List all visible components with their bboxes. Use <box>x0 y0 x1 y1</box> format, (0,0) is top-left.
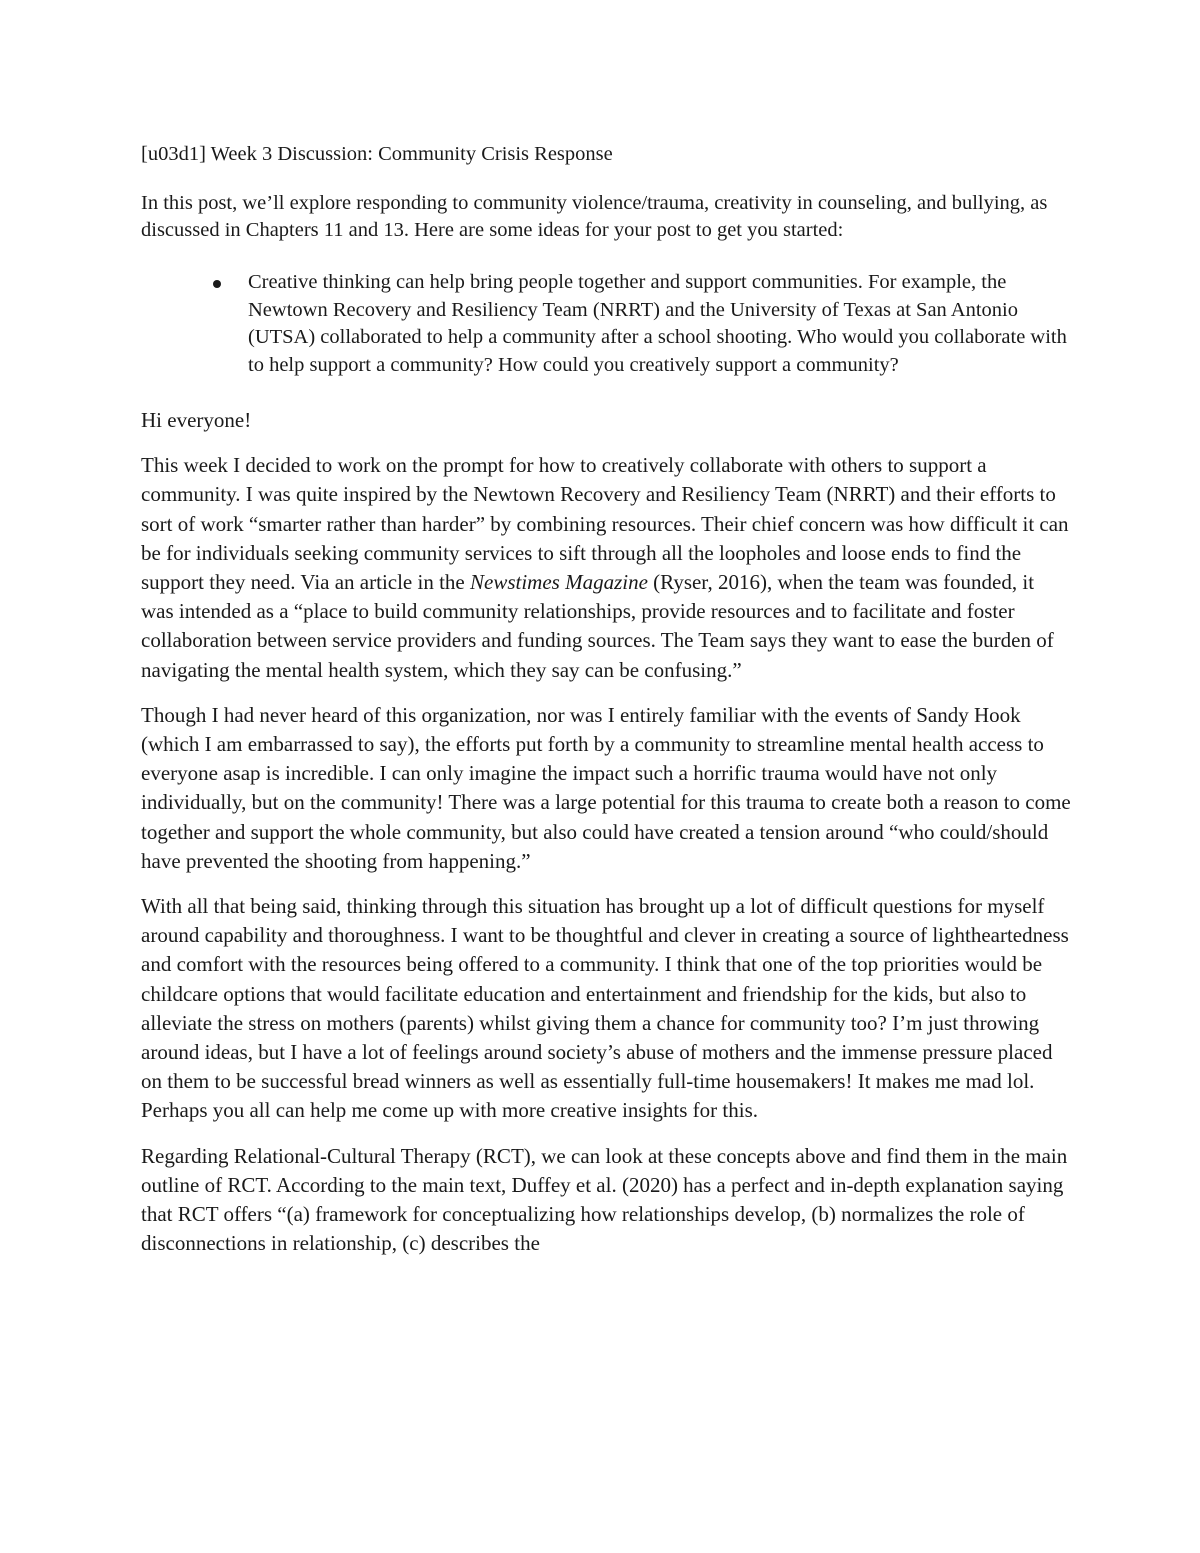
document-page <box>141 140 1071 1258</box>
prompt-bullet-item <box>248 269 1071 379</box>
greeting: Hi everyone! <box>141 408 252 432</box>
prompt-bullet-text: Creative thinking can help bring people together and support communities. For example, the Newtown Recovery and Resiliency Team (NRRT) and the University of Texas at San Antonio (UTSA) collaborated to help a community after a school shooting. Who would you collaborate with to help support a community? How could you creatively support a community? <box>248 271 1067 376</box>
paragraph-nrrt <box>141 451 1071 685</box>
paragraph-rct: Regarding Relational-Cultural Therapy (RCT), we can look at these concepts above and find them in the main outline of RCT. According to the main text, Duffey et al. (2020) has a perfect and in-depth explanation saying that RCT offers “(a) framework for conceptualizing how relationships develop, (b) normalizes the role of disconnections in relationship, (c) describes the <box>141 1143 1068 1256</box>
intro-paragraph: In this post, we’ll explore responding to community violence/trauma, creativity in counseling, and bullying, as discussed in Chapters 11 and 13. Here are some ideas for your post to get you started: <box>141 192 1048 241</box>
paragraph-sandy-hook: Though I had never heard of this organization, nor was I entirely familiar with the events of Sandy Hook (which I am embarrassed to say), the efforts put forth by a community to streamline mental health access to everyone asap is incredible. I can only imagine the impact such a horrific trauma would have not only individually, but on the community! There was a large potential for this trauma to create both a reason to come together and support the whole community, but also could have created a tension around “who could/should have prevented the shooting from happening.” <box>141 702 1071 873</box>
paragraph-nrrt-text-start: This week I decided to work on the prompt for how to creatively collaborate with others to support a community. I was quite inspired by the Newtown Recovery and Resiliency Team (NRRT) and their efforts to sort of work “smarter rather than harder” by combining resources. Their chief concern was how difficult it can be for individuals seeking community services to sift through all the loopholes and loose ends to find the support they need. Via an article in the <box>141 453 1069 595</box>
bullet-icon <box>213 280 221 288</box>
paragraph-nrrt-text-end: (Ryser, 2016), when the team was founded, it was intended as a “place to build community relationships, provide resources and to facilitate and foster collaboration between service providers and funding sources. The Team says they want to ease the burden of navigating the mental health system, which they say can be confusing.” <box>141 570 1054 682</box>
paragraph-childcare: With all that being said, thinking through this situation has brought up a lot of difficult questions for myself around capability and thoroughness. I want to be thoughtful and clever in creating a source of lightheartedness and comfort with the resources being offered to a community. I think that one of the top priorities would be childcare options that would facilitate education and entertainment and friendship for the kids, but also to alleviate the stress on mothers (parents) whilst giving them a chance for community too? I’m just throwing around ideas, but I have a lot of feelings around society’s abuse of mothers and the immense pressure placed on them to be successful bread winners as well as essentially full-time housemakers! It makes me mad lol. Perhaps you all can help me come up with more creative insights for this. <box>141 894 1069 1123</box>
prompt-bullet-list <box>141 269 1071 379</box>
discussion-title: [u03d1] Week 3 Discussion: Community Crisis Response <box>141 143 613 165</box>
magazine-title: Newstimes Magazine <box>470 570 648 595</box>
